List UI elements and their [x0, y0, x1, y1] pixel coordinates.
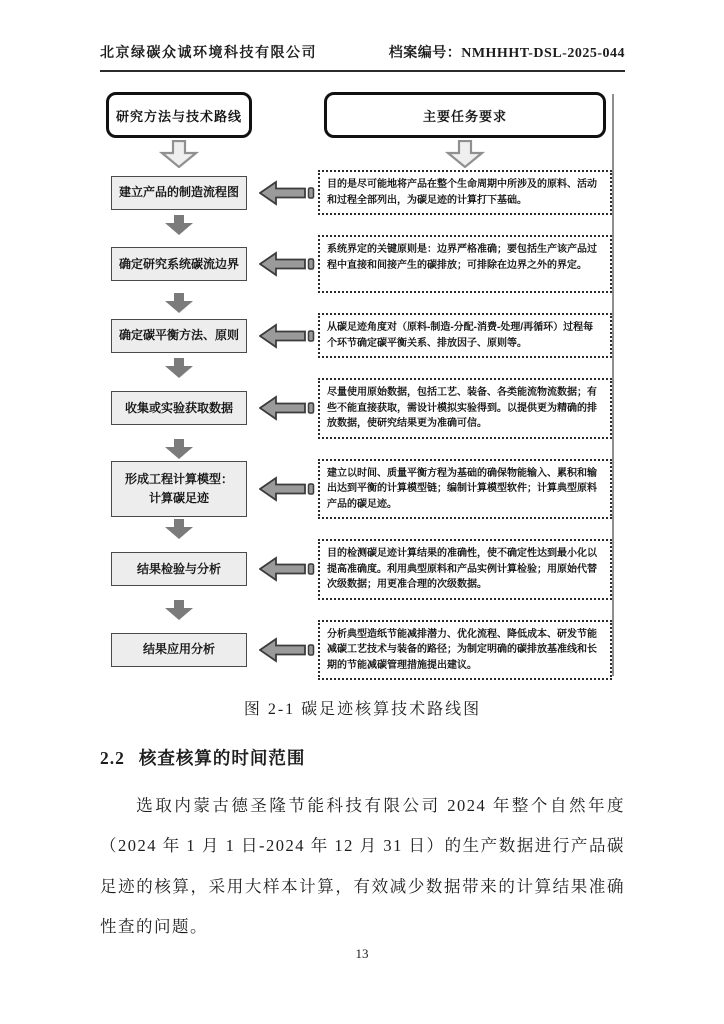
company-name: 北京绿碳众诚环境科技有限公司	[100, 46, 317, 61]
flowchart-right-border	[612, 94, 614, 676]
task-arrow-icon	[259, 637, 317, 663]
flowchart-header-row	[100, 92, 612, 138]
section-title: 核查核算的时间范围	[138, 748, 306, 768]
flow-step-row	[100, 459, 612, 520]
flow-step-row	[100, 170, 612, 215]
section-number: 2.2	[100, 748, 125, 768]
page-number: 13	[355, 946, 369, 961]
task-note-box: 系统界定的关键原则是：边界严格准确；要包括生产该产品过程中直接和间接产生的碳排放；可排除在边界之外的界定。	[318, 235, 612, 293]
figure-caption: 图 2-1 碳足迹核算技术路线图	[243, 701, 482, 718]
flow-step-box	[111, 176, 247, 210]
flow-connector	[100, 293, 612, 313]
flow-step-row	[100, 235, 612, 293]
flow-connector	[100, 439, 612, 459]
file-number-label: 档案编号：	[388, 46, 462, 61]
flow-step-row	[100, 620, 612, 681]
down-arrow-icon	[161, 293, 197, 313]
flow-step-box	[111, 633, 247, 667]
body-paragraph: 选取内蒙古德圣隆节能科技有限公司 2024 年整个自然年度（2024 年 1 月 1 日-2024 年 12 月 31 日）的生产数据进行产品碳足迹的核算，采用大样本计算，有效减少数据带来的计算结果准确性查的问题。	[100, 796, 625, 937]
task-note-box: 尽量使用原始数据，包括工艺、装备、各类能流物流数据；有些不能直接获取，需设计模拟实验得到。以提供更为精确的排放数据，使研究结果更为准确可信。	[318, 378, 612, 439]
flow-step-box	[111, 461, 247, 517]
task-note-box: 建立以时间、质量平衡方程为基础的确保物能输入、累积和输出达到平衡的计算模型链；编制计算模型软件；计算典型原料产品的碳足迹。	[318, 459, 612, 520]
flow-step-label: 形成工程计算模型：	[124, 472, 233, 487]
flow-step-label: 收集或实验获取数据	[124, 400, 233, 415]
flow-step-label: 结果应用分析	[142, 642, 215, 657]
file-number-line	[389, 42, 625, 62]
method-header-box: 研究方法与技术路线	[106, 92, 252, 138]
header-arrows-row	[100, 139, 612, 169]
flow-connector	[100, 358, 612, 378]
section-heading	[100, 745, 625, 770]
task-note-box: 目的是尽可能地将产品在整个生命周期中所涉及的原料、活动和过程全部列出，为碳足迹的计算打下基础。	[318, 170, 612, 215]
task-arrow-icon	[259, 180, 317, 206]
page-header	[100, 42, 625, 72]
down-arrow-icon	[159, 140, 199, 168]
flow-step-box	[111, 552, 247, 586]
flow-connector	[100, 600, 612, 620]
flow-connector	[100, 215, 612, 235]
flow-step-box	[111, 247, 247, 281]
task-note-box: 分析典型造纸节能减排潜力、优化流程、降低成本、研发节能减碳工艺技术与装备的路径；为制定明确的碳排放基准线和长期的节能减碳管理措施提出建议。	[318, 620, 612, 681]
task-note-box: 从碳足迹角度对（原料-制造-分配-消费-处理/再循环）过程每个环节确定碳平衡关系、排放因子、原则等。	[318, 313, 612, 358]
file-number: NMHHHT-DSL-2025-044	[461, 46, 625, 61]
down-arrow-icon	[161, 358, 197, 378]
flow-step-label: 建立产品的制造流程图	[118, 185, 239, 200]
task-arrow-icon	[259, 476, 317, 502]
flow-step-label: 计算碳足迹	[148, 490, 209, 505]
flow-step-row	[100, 539, 612, 600]
flow-step-box	[111, 391, 247, 425]
flow-step-row	[100, 313, 612, 358]
flow-connector	[100, 519, 612, 539]
flowchart	[100, 92, 612, 680]
flow-step-label: 确定研究系统碳流边界	[118, 256, 239, 271]
task-arrow-icon	[259, 323, 317, 349]
task-arrow-icon	[259, 556, 317, 582]
flow-step-row	[100, 378, 612, 439]
task-arrow-icon	[259, 395, 317, 421]
tasks-header-box: 主要任务要求	[324, 92, 606, 138]
task-note-box: 目的检测碳足迹计算结果的准确性，使不确定性达到最小化以提高准确度。利用典型原料和产品实例计算检验；用原始代替次级数据；用更准合理的次级数据。	[318, 539, 612, 600]
down-arrow-icon	[161, 519, 197, 539]
down-arrow-icon	[445, 140, 485, 168]
flow-step-label: 结果检验与分析	[136, 561, 221, 576]
down-arrow-icon	[161, 439, 197, 459]
task-arrow-icon	[259, 251, 317, 277]
down-arrow-icon	[161, 600, 197, 620]
flow-step-box	[111, 319, 247, 353]
down-arrow-icon	[161, 215, 197, 235]
flow-step-label: 确定碳平衡方法、原则	[118, 328, 239, 343]
